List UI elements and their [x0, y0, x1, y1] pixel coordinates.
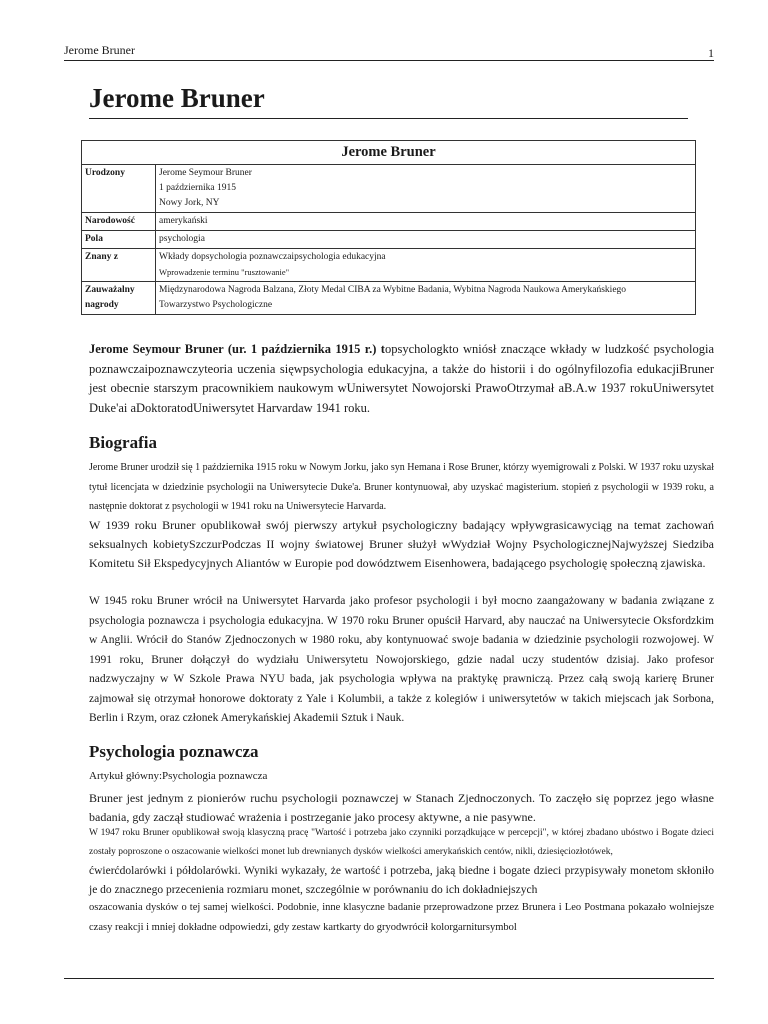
known-for-value: Wprowadzenie terminu "rusztowanie" — [159, 267, 290, 277]
infobox-value — [156, 282, 696, 315]
paragraph: ćwierćdolarówki i półdolarówki. Wyniki wykazały, że wartość i potrzeba, jaką biedne i bogate dzieci przypisywały monetom skłoniło je do znacznego przecenienia rozmiaru monet, szczególnie w porównaniu do ich dokładniejszych — [89, 865, 714, 896]
infobox-row-known-for — [82, 249, 696, 282]
page-number: 1 — [708, 46, 714, 60]
lead-paragraph — [89, 340, 714, 418]
infobox-row-awards — [82, 282, 696, 315]
running-header-title: Jerome Bruner — [64, 43, 135, 57]
infobox-label: Pola — [82, 231, 156, 249]
paragraph: W 1945 roku Bruner wrócił na Uniwersytet Harvarda jako profesor psychologii i był mocno zaangażowany w badania związane z psychologia poznawcza i psychologia edukacyjna. W 1970 roku Bruner opuścił Harvard, aby nauczać na Uniwersytecie Oksfordzkim w Anglii. Wrócił do Stanów Zjednoczonych w 1980 roku, aby kontynuować swoje badania w dziedzinie psychologii rozwojowej. W 1991 roku, Bruner dołączył do wydziału Uniwersytetu Nowojorskiego, gdzie nadal uczy studentów dzisiaj. Jako profesor nadzwyczajny w W Szkole Prawa NYU bada, jak psychologia wpływa na praktykę prawniczą. Przez całą swoją karierę Bruner zajmował się otrzymał honorowe doktoraty z Yale i Kolumbii, a także z kolegiów i uniwersytetów w takich miejscach jak Sorbona, Berlin i Rzym, oraz członek Amerykańskiej Akademii Sztuk i Nauk. — [89, 595, 714, 724]
lead-text: opsychologkto wniósł znaczące wkłady w ludzkość psychologia poznawczaipoznawczyteoria uczenia sięwpsychologia edukacyjna, a także do historii i do ogólnyfilozofia edukacjiBruner jest obecnie starszym pracownikiem naukowym wUniwersytet Nowojorski PrawoOtrzymał aB.A.w 1937 rokuUniwersytet Duke'ai aDoktoratodUniwersytet Harvardaw 1941 roku. — [89, 342, 714, 415]
infobox-label: Znany z — [82, 249, 156, 282]
fields-value: psychologia — [159, 234, 205, 244]
infobox-value — [156, 213, 696, 231]
born-date: 1 października 1915 — [159, 183, 237, 193]
infobox-caption: Jerome Bruner — [82, 141, 696, 165]
paragraph: Jerome Bruner urodził się 1 października 1915 roku w Nowym Jorku, jako syn Hemana i Rose Bruner, którzy wyemigrowali z Polski. W 1937 roku uzyskał tytuł licencjata w dziedzinie psychologii na Uniwersytecie Duke'a. Bruner kontynuował, aby uzyskać magisterium. stopień z psychologii w 1939 roku, a następnie doktorat z psychologii w 1941 roku na Uniwersytecie Harvarda. — [89, 462, 714, 512]
paragraph: W 1947 roku Bruner opublikował swoją klasyczną pracę "Wartość i potrzeba jako czynniki porządkujące w percepcji", w której zbadano ubóstwo i Bogate dzieci zostały poproszone o oszacowanie wielkości monet lub drewnianych dysków wielkości amerykańskich centów, nikli, dziesięciozłotówek, — [89, 828, 714, 857]
infobox-label: Urodzony — [82, 165, 156, 213]
paragraph: Bruner jest jednym z pionierów ruchu psychologii poznawczej w Stanach Zjednoczonych. To zaczęło się poprzez jego własne badania, gdy zaczął studiować wrażenia i postrzeganie jako procesy aktywne, a nie pasywne. — [89, 791, 714, 824]
born-place: Nowy Jork, NY — [159, 198, 220, 208]
footer-rule — [64, 978, 714, 979]
running-header — [64, 42, 714, 61]
known-for-value: Wkłady dopsychologia poznawczaipsychologia edukacyjna — [159, 252, 386, 262]
awards-value: Towarzystwo Psychologiczne — [159, 300, 273, 310]
infobox-row-fields — [82, 231, 696, 249]
infobox-label: Narodowość — [82, 213, 156, 231]
infobox-value — [156, 231, 696, 249]
main-article-note: Artykuł główny:Psychologia poznawcza — [89, 770, 268, 782]
section-heading-biografia: Biografia — [89, 433, 157, 452]
infobox-value — [156, 249, 696, 282]
born-name: Jerome Seymour Bruner — [159, 168, 252, 178]
infobox — [81, 140, 696, 315]
lead-bold-name: Jerome Seymour Bruner (ur. 1 października 1915 r.) t — [89, 342, 385, 356]
awards-value: Międzynarodowa Nagroda Balzana, Złoty Medal CIBA za Wybitne Badania, Wybitna Nagroda Naukowa Amerykańskiego — [159, 285, 627, 295]
section-heading-psychologia: Psychologia poznawcza — [89, 742, 259, 761]
nationality-value: amerykański — [159, 216, 208, 226]
infobox-row-nationality — [82, 213, 696, 231]
infobox-row-born — [82, 165, 696, 213]
infobox-value — [156, 165, 696, 213]
infobox-label: Zauważalny nagrody — [82, 282, 156, 315]
paragraph: oszacowania dysków o tej samej wielkości. Podobnie, inne klasyczne badanie przeprowadzone przez Brunera i Leo Postmana pokazało wolniejsze czasy reakcji i mniej dokładne odpowiedzi, gdy zestaw kartkarty do gryodwrócił kolorgarnitursymbol — [89, 902, 714, 933]
paragraph: W 1939 roku Bruner opublikował swój pierwszy artykuł psychologiczny badający wpływgrasicawyciąg na temat zachowań seksualnych kobietySzczurPodczas II wojny światowej Bruner służył wWydział Wojny PsychologicznejNajwyższej Siedziba Komitetu Sił Ekspedycyjnych Aliantów w Europie pod dowództwem Eisenhowera, badającego psychologię społeczną zjawiska. — [89, 518, 714, 570]
article-title: Jerome Bruner — [89, 80, 688, 119]
